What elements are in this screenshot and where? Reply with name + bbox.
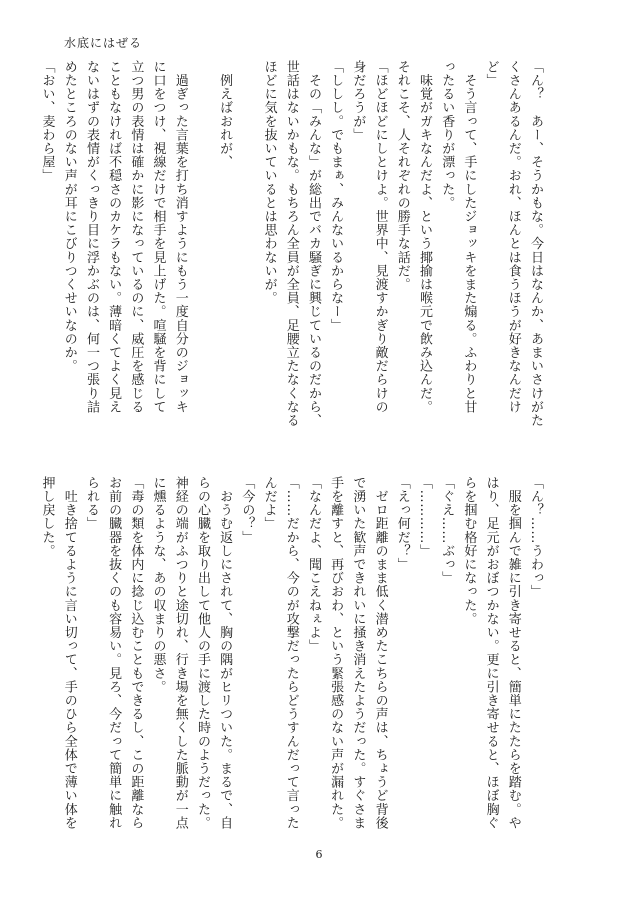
text-line: 吐き捨てるように言い切って、手のひら全体で薄い体を: [61, 476, 77, 830]
text-line: こともなければ不穏さのカケラもない。薄暗くてよく見え: [106, 60, 122, 414]
text-line: 「ん？ あー、そうかもな。今日はなんか、あまいさけがた: [528, 60, 543, 428]
text-line: られる」: [83, 476, 99, 531]
text-line: 「えっ何だ？」: [394, 476, 410, 572]
text-line: 例えばおれが、: [217, 60, 233, 169]
text-line: くさんあるんだ。おれ、ほんとは食うほうが好きなんだけ: [505, 60, 521, 414]
text-line: ないはずの表情がくっきり目に浮かぶのは、何一つ張り詰: [83, 60, 99, 414]
text-line: ったるい香りが漂った。: [439, 60, 455, 210]
text-line: で湧いた歓声できれいに掻き消えたようだった。すぐさま: [350, 476, 366, 830]
text-line: に燻るような、あの収まりの悪さ。: [150, 476, 166, 694]
text-line: 押し戻した。: [39, 476, 55, 558]
running-header: 水底にはぜる: [64, 36, 143, 50]
text-line: 「今の？」: [239, 476, 255, 544]
text-line: 「なんだよ、聞こえねぇよ」: [305, 476, 321, 653]
text-line: ゼロ距離のまま低く潜めたこちらの声は、ちょうど背後: [372, 476, 388, 830]
text-line: 過ぎった言葉を打ち消すようにもう一度自分のジョッキ: [172, 60, 188, 414]
text-line: 「……だから、今のが攻撃だったらどうすんだって言った: [283, 476, 299, 830]
text-line: そう言って、手にしたジョッキをまた煽る。ふわりと甘: [461, 60, 477, 414]
text-line: お前の臓器を抜くのも容易い。見ろ、今だって簡単に触れ: [106, 476, 122, 830]
text-line: 手を離すと、再びおわ、という緊張感のない声が漏れた。: [328, 476, 344, 830]
page-number: 6: [315, 848, 323, 861]
text-line: 「…………」: [416, 476, 432, 558]
text-line: 世話はないかもな。もちろん全員が全員、足腰立たなくなる: [283, 60, 299, 428]
text-line: 「毒の類を体内に捻じ込むこともできるし、この距離なら: [128, 476, 144, 830]
text-line: 神経の端がふつりと途切れ、行き場を無くした脈動が一点: [172, 476, 188, 830]
text-line: 味覚がガキなんだよ、という揶揄は喉元で飲み込んだ。: [416, 60, 432, 414]
text-line: [191, 60, 213, 400]
text-line: それこそ、人それぞれの勝手な話だ。: [394, 60, 410, 292]
text-line: [235, 60, 257, 400]
text-line: 「ほどほどにしとけよ。世界中、見渡すかぎり敵だらけの: [372, 60, 388, 414]
text-line: ほどに気を抜いているとは思わないが。: [261, 60, 277, 305]
text-line: 立つ男の表情は確かに影になっているのに、威圧を感じる: [128, 60, 144, 414]
text-line: 「おい、麦わら屋」: [39, 60, 55, 183]
text-line: んだよ」: [261, 476, 277, 531]
text-line: その「みんな」が総出でバカ騒ぎに興じているのだから、: [305, 60, 321, 428]
text-line: 「ん？……うわっ」: [528, 476, 543, 599]
text-line: らの心臓を取り出して他人の手に渡した時のようだった。: [194, 476, 210, 830]
text-line: ど」: [483, 60, 499, 88]
text-line: 服を掴んで雑に引き寄せると、簡単にたたらを踏む。や: [505, 476, 521, 830]
text-line: 「ししし。でもまぁ、みんないるからなー」: [328, 60, 344, 332]
text-line: めたところのない声が耳にこびりつくせいなのか。: [61, 60, 77, 373]
text-line: おうむ返しにされて、胸の隅がヒリついた。まるで、自: [217, 476, 233, 830]
text-line: らを掴む格好になった。: [461, 476, 477, 626]
text-line: に口をつけ、視線だけで相手を見上げた。喧騒を背にして: [150, 60, 166, 414]
text-block-top: [39, 60, 546, 428]
text-line: はり、足元がおぼつかない。更に引き寄せると、ほぼ胸ぐ: [483, 476, 499, 830]
text-line: 身だろうが」: [350, 60, 366, 142]
text-block-bottom: [39, 476, 546, 830]
text-line: 「ぐえ……ぶっ」: [439, 476, 455, 585]
